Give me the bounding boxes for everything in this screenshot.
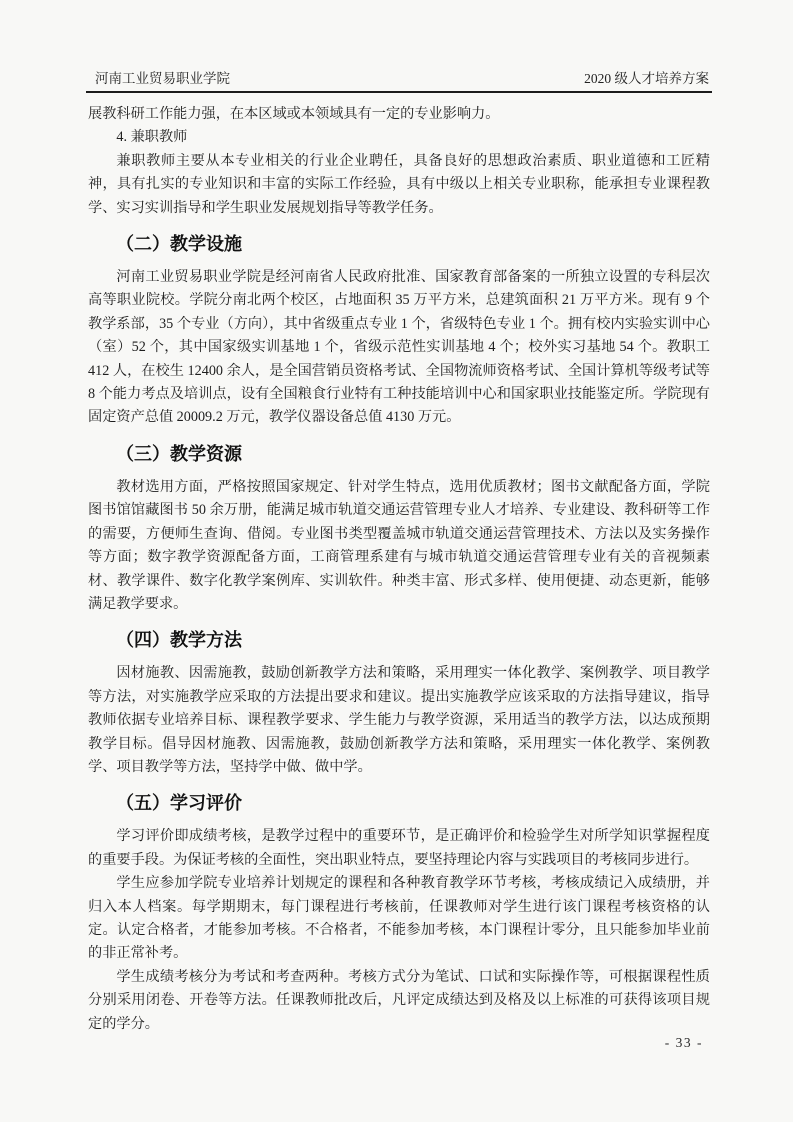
paragraph-learning-evaluation-3: 学生成绩考核分为考试和考查两种。考核方式分为笔试、口试和实际操作等，可根据课程性质分别采用闭卷、开卷等方法。任课教师批改后，凡评定成绩达到及格及以上标准的可获得该项目规定的学分。 xyxy=(88,968,710,1032)
paragraph-part-time-teachers: 兼职教师主要从本专业相关的行业企业聘任，具备良好的思想政治素质、职业道德和工匠精神，具有扎实的专业知识和丰富的实际工作经验，具有中级以上相关专业职称，能承担专业课程教学、实习实训指导和学生职业发展规划指导等教学任务。 xyxy=(88,152,710,216)
document-body xyxy=(88,103,710,1036)
page-footer xyxy=(665,1035,703,1051)
page-header xyxy=(95,70,709,88)
paragraph-learning-evaluation-1: 学习评价即成绩考核，是教学过程中的重要环节，是正确评价和检验学生对所学知识掌握程度的重要手段。为保证考核的全面性，突出职业特点，要坚持理论内容与实践项目的考核同步进行。 xyxy=(88,828,710,868)
section-heading-teaching-methods: （四）教学方法 xyxy=(116,630,242,651)
paragraph-continuation: 展教科研工作能力强，在本区域或本领域具有一定的专业影响力。 xyxy=(88,106,500,122)
header-school-name: 河南工业贸易职业学院 xyxy=(95,71,230,86)
section-heading-teaching-resources: （三）教学资源 xyxy=(116,443,242,464)
paragraph-learning-evaluation-2: 学生应参加学院专业培养计划规定的课程和各种教育教学环节考核，考核成绩记入成绩册，并归入本人档案。每学期期末，每门课程进行考核前，任课教师对学生进行该门课程考核资格的认定。认定合格者，才能参加考核。不合格者，不能参加考核，本门课程计零分，且只能参加毕业前的非正常补考。 xyxy=(88,875,710,962)
section-heading-teaching-facilities: （二）教学设施 xyxy=(116,234,242,255)
header-rule xyxy=(86,91,712,93)
subheading-part-time-teachers: 4. 兼职教师 xyxy=(116,129,188,146)
section-heading-learning-evaluation: （五）学习评价 xyxy=(116,793,242,814)
page-number: - 33 - xyxy=(664,1035,703,1050)
paragraph-teaching-resources: 教材选用方面，严格按照国家规定、针对学生特点，选用优质教材；图书文献配备方面，学院图书馆馆藏图书 50 余万册，能满足城市轨道交通运营管理专业人才培养、专业建设、教科研等工作的需要，方便师生查询、借阅。专业图书类型覆盖城市轨道交通运营管理技术、方法以及实务操作等方面；数字教学资源配备方面，工商管理系建有与城市轨道交通运营管理专业有关的音视频素材、教学课件、数字化教学案例库、实训软件。种类丰富、形式多样、使用便捷、动态更新，能够满足教学要求。 xyxy=(88,478,710,612)
paragraph-teaching-methods: 因材施教、因需施教，鼓励创新教学方法和策略，采用理实一体化教学、案例教学、项目教学等方法，对实施教学应采取的方法提出要求和建议。提出实施教学应该采取的方法指导建议，指导教师依据专业培养目标、课程教学要求、学生能力与教学资源，采用适当的教学方法，以达成预期教学目标。倡导因材施教、因需施教，鼓励创新教学方法和策略，采用理实一体化教学、案例教学、项目教学等方法，坚持学中做、做中学。 xyxy=(88,665,710,775)
header-doc-title: 2020 级人才培养方案 xyxy=(584,71,709,86)
paragraph-teaching-facilities: 河南工业贸易职业学院是经河南省人民政府批准、国家教育部备案的一所独立设置的专科层次高等职业院校。学院分南北两个校区，占地面积 35 万平方米，总建筑面积 21 万平方米。现有 9 个教学系部，35 个专业（方向），其中省级重点专业 1 个，省级特色专业 1 个。拥有校内实验实训中心（室）52 个，其中国家级实训基地 1 个，省级示范性实训基地 4 个；校外实习基地 54 个。教职工 412 人，在校生 12400 余人，是全国营销员资格考试、全国物流师资格考试、全国计算机等级考试等 8 个能力考点及培训点，设有全国粮食行业特有工种技能培训中心和国家职业技能鉴定所。学院现有固定资产总值 20009.2 万元，教学仪器设备总值 4130 万元。 xyxy=(88,269,710,426)
